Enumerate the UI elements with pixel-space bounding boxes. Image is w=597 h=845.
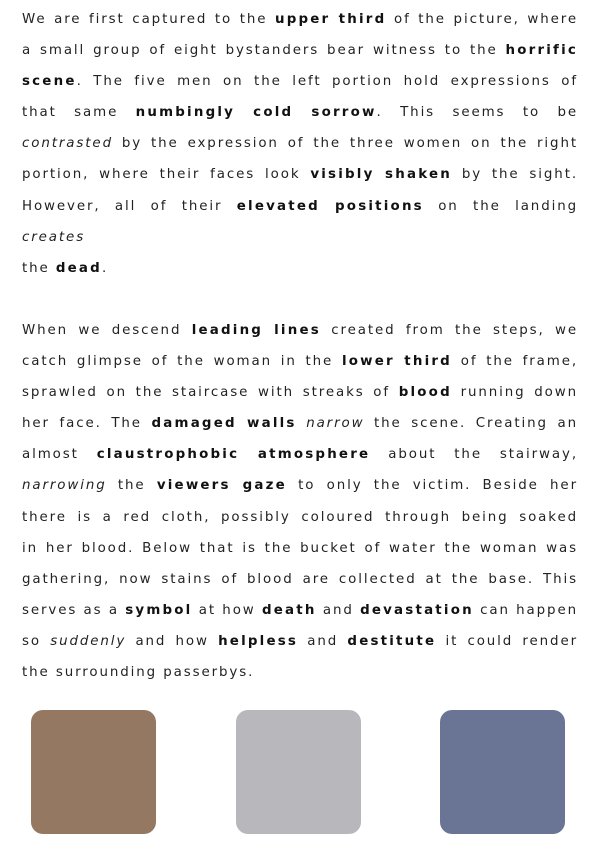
emphasis-text: devastation [360, 602, 474, 618]
text-line: When we descend leading lines created from the steps, we [22, 323, 578, 338]
emphasis-text: helpless [218, 633, 299, 649]
text-line: However, all of their elevated positions on the landing [22, 198, 579, 214]
color-swatch-slate-blue [440, 710, 565, 834]
text-line: the dead. [22, 260, 109, 276]
text-line: scene. The five men on the left portion hold expressions of [22, 74, 578, 90]
italic-text: narrow [306, 416, 365, 432]
text-line: her face. The damaged walls narrow the scene. Creating an [22, 416, 578, 432]
text-line: in her blood. Below that is the bucket of water the woman was [22, 540, 578, 556]
analysis-paragraph-1 [22, 4, 578, 284]
emphasis-text: symbol [125, 602, 193, 618]
text-line: narrowing the viewers gaze to only the victim. Beside her [22, 478, 578, 494]
text-line: almost claustrophobic atmosphere about the stairway, [22, 447, 578, 463]
emphasis-text: horrific [505, 43, 578, 59]
text-line [22, 222, 578, 253]
text-line: serves as a symbol at how death and devastation can happen [22, 602, 578, 618]
text-line: contrasted by the expression of the three women on the right [22, 136, 578, 152]
emphasis-text: dead [55, 260, 102, 276]
emphasis-text: numbingly cold sorrow [135, 105, 377, 121]
italic-text: narrowing [22, 478, 107, 494]
emphasis-text: elevated positions [236, 198, 424, 214]
italic-text: suddenly [50, 633, 127, 649]
analysis-paragraph-2 [22, 315, 578, 688]
text-line: a small group of eight bystanders bear witness to the horrific [22, 43, 578, 59]
text-line: We are first captured to the upper third of the picture, where [22, 12, 578, 27]
color-swatch-grey [236, 710, 361, 834]
text-line: that same numbingly cold sorrow. This seems to be [22, 105, 578, 121]
text-line: so suddenly and how helpless and destitute it could render [22, 633, 578, 649]
emphasis-text: viewers gaze [156, 478, 287, 494]
emphasis-text: visibly shaken [310, 167, 452, 183]
text-line: portion, where their faces look visibly shaken by the sight. [22, 167, 578, 183]
emphasis-text: destitute [347, 633, 437, 649]
emphasis-text: scene [22, 74, 77, 90]
text-line: sprawled on the staircase with streaks of blood running down [22, 385, 578, 401]
text-line: there is a red cloth, possibly coloured through being soaked [22, 509, 578, 525]
emphasis-text: claustrophobic atmosphere [96, 447, 371, 463]
emphasis-text: leading lines [191, 323, 321, 338]
emphasis-text: upper third [274, 12, 387, 27]
italic-text: creates [22, 229, 86, 245]
emphasis-text: damaged walls [151, 416, 297, 432]
text-line: gathering, now stains of blood are collected at the base. This [22, 571, 578, 587]
text-line: catch glimpse of the woman in the lower third of the frame, [22, 354, 578, 370]
emphasis-text: death [261, 602, 317, 618]
emphasis-text: lower third [341, 354, 452, 370]
color-swatch-brown [31, 710, 156, 834]
text-line: the surrounding passerbys. [22, 665, 255, 681]
emphasis-text: blood [398, 385, 452, 401]
italic-text: contrasted [22, 136, 113, 152]
